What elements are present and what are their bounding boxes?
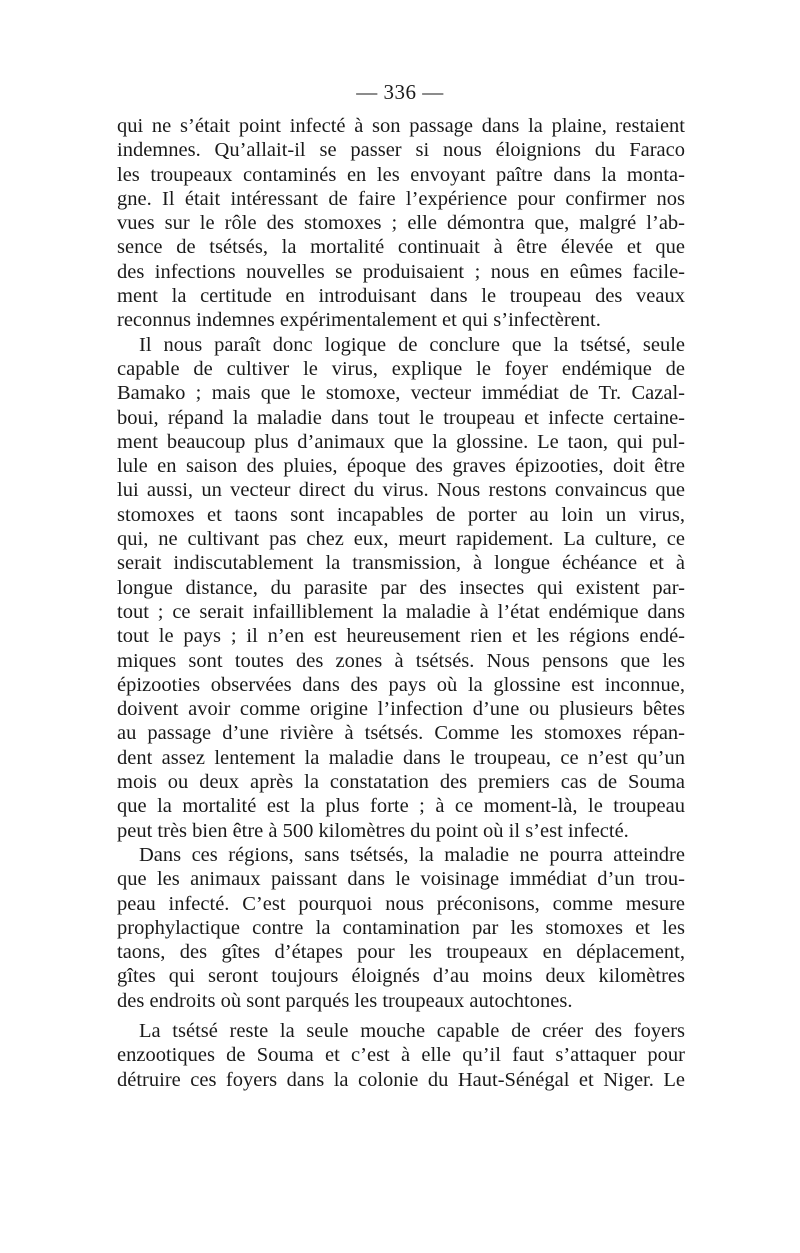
text-line: longue distance, du parasite par des insectes qui existent par- — [117, 576, 685, 599]
text-line: boui, répand la maladie dans tout le troupeau et infecte certaine- — [117, 406, 685, 429]
text-line: qui ne s’était point infecté à son passage dans la plaine, restaient — [117, 115, 685, 137]
text-line: sence de tsétsés, la mortalité continuait à être élevée et que — [117, 236, 685, 259]
text-line: indemnes. Qu’allait-il se passer si nous éloignions du Faraco — [117, 139, 685, 162]
text-line: stomoxes et taons sont incapables de porter au loin un virus, — [117, 503, 685, 526]
body-text — [117, 114, 685, 1092]
text-line: lule en saison des pluies, époque des graves épizooties, doit être — [117, 455, 685, 478]
text-line: gne. Il était intéressant de faire l’expérience pour confirmer nos — [117, 187, 685, 210]
text-line: dent assez lentement la maladie dans le troupeau, ce n’est qu’un — [117, 746, 685, 769]
text-line: capable de cultiver le virus, explique le foyer endémique de — [117, 357, 685, 380]
text-line: qui, ne cultivant pas chez eux, meurt rapidement. La culture, ce — [117, 528, 685, 551]
text-line: des endroits où sont parqués les troupeaux autochtones. — [117, 989, 573, 1012]
text-line: Bamako ; mais que le stomoxe, vecteur immédiat de Tr. Cazal- — [117, 382, 685, 405]
text-line: taons, des gîtes d’étapes pour les troupeaux en déplacement, — [117, 941, 685, 964]
text-line: au passage d’une rivière à tsétsés. Comme les stomoxes répan- — [117, 722, 685, 745]
text-line: Il nous paraît donc logique de conclure que la tsétsé, seule — [139, 333, 685, 356]
text-line: épizooties observées dans des pays où la glossine est inconnue, — [117, 673, 685, 696]
text-line: peau infecté. C’est pourquoi nous préconisons, comme mesure — [117, 892, 685, 915]
paragraph-1 — [117, 114, 685, 333]
text-line: que la mortalité est la plus forte ; à ce moment-là, le troupeau — [117, 795, 685, 818]
text-line: ment beaucoup plus d’animaux que la glossine. Le taon, qui pul- — [117, 430, 685, 453]
text-line: des infections nouvelles se produisaient ; nous en eûmes facile- — [117, 260, 685, 283]
paragraph-4 — [117, 1019, 685, 1092]
paragraph-3 — [117, 843, 685, 1013]
text-line: Dans ces régions, sans tsétsés, la maladie ne pourra atteindre — [139, 843, 685, 866]
text-line: gîtes qui seront toujours éloignés d’au moins deux kilomètres — [117, 965, 685, 988]
text-line: miques sont toutes des zones à tsétsés. Nous pensons que les — [117, 649, 685, 672]
text-line: lui aussi, un vecteur direct du virus. Nous restons convaincus que — [117, 479, 685, 502]
text-line: tout le pays ; il n’en est heureusement rien et les régions endé- — [117, 625, 685, 648]
text-line: que les animaux paissant dans le voisinage immédiat d’un trou- — [117, 868, 685, 891]
text-line: les troupeaux contaminés en les envoyant paître dans la monta- — [117, 163, 685, 186]
text-line: enzootiques de Souma et c’est à elle qu’il faut s’attaquer pour — [117, 1044, 685, 1067]
text-line: peut très bien être à 500 kilomètres du point où il s’est infecté. — [117, 819, 629, 842]
text-line: doivent avoir comme origine l’infection d’une ou plusieurs bêtes — [117, 698, 685, 721]
text-line: prophylactique contre la contamination par les stomoxes et les — [117, 916, 685, 939]
text-line: ment la certitude en introduisant dans le troupeau des veaux — [117, 285, 685, 308]
text-line: serait indiscutablement la transmission, à longue échéance et à — [117, 552, 685, 575]
text-line: tout ; ce serait infailliblement la maladie à l’état endémique dans — [117, 600, 685, 623]
text-line: mois ou deux après la constatation des premiers cas de Souma — [117, 771, 685, 794]
paragraph-2 — [117, 333, 685, 843]
page-number: — 336 — — [356, 80, 444, 104]
text-line: La tsétsé reste la seule mouche capable de créer des foyers — [139, 1019, 685, 1042]
text-line: reconnus indemnes expérimentalement et qui s’infectèrent. — [117, 309, 601, 332]
text-line: vues sur le rôle des stomoxes ; elle démontra que, malgré l’ab- — [117, 212, 685, 235]
text-line: détruire ces foyers dans la colonie du Haut-Sénégal et Niger. Le — [117, 1068, 685, 1091]
